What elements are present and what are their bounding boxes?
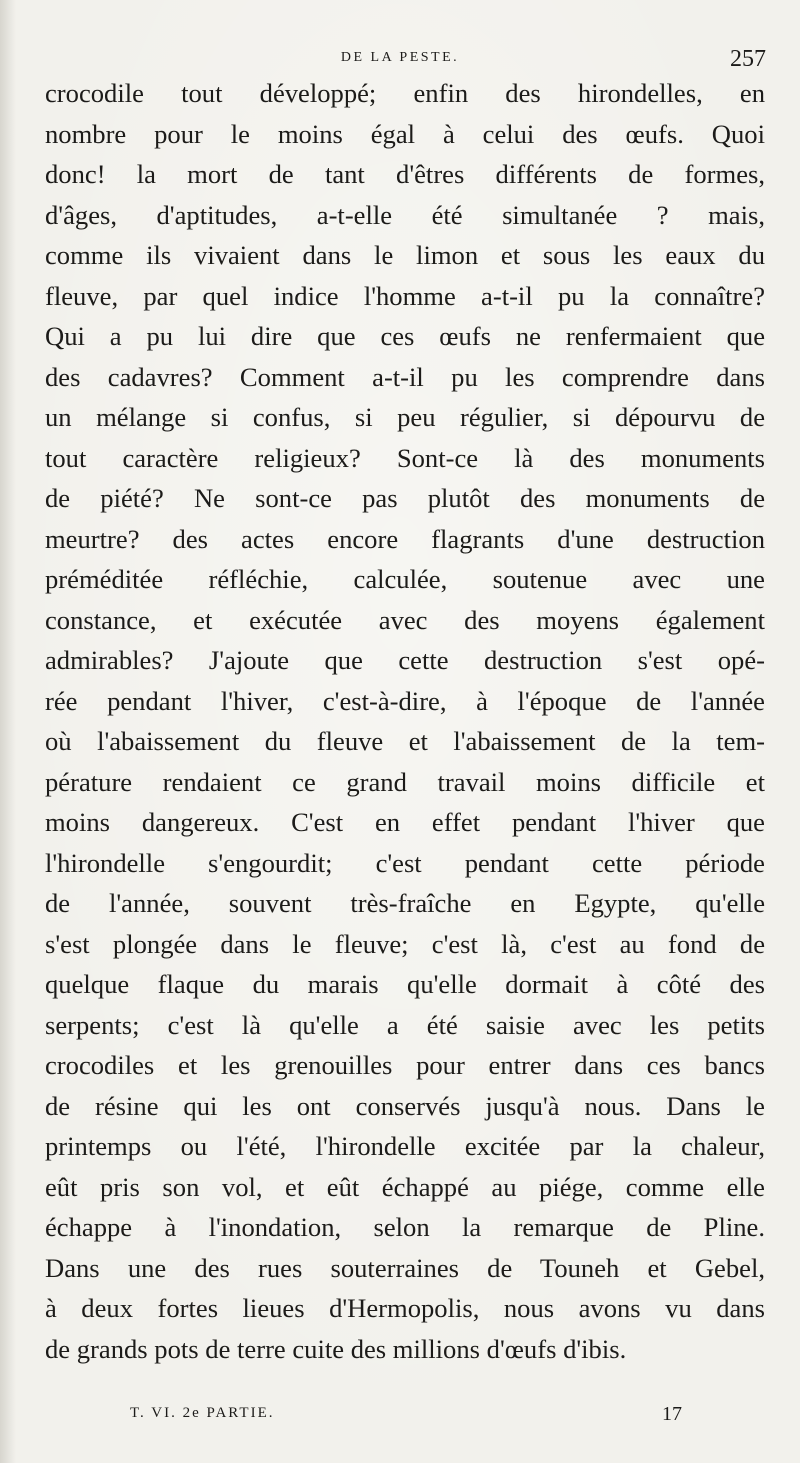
- text-line: de résine qui les ont conservés jusqu'à nous. Dans le: [45, 1090, 765, 1121]
- text-line: admirables? J'ajoute que cette destruction s'est opé-: [45, 645, 765, 675]
- text-line: où l'abaissement du fleuve et l'abaissement de la tem-: [45, 726, 765, 756]
- text-line: préméditée réfléchie, calculée, soutenue avec une: [45, 564, 765, 594]
- text-line: crocodiles et les grenouilles pour entrer dans ces bancs: [45, 1050, 765, 1080]
- text-line: donc! la mort de tant d'êtres différents de formes,: [45, 159, 765, 189]
- body-text: [45, 73, 765, 1369]
- text-line: de grands pots de terre cuite des millions d'œufs d'ibis.: [45, 1333, 627, 1364]
- text-line: nombre pour le moins égal à celui des œufs. Quoi: [45, 118, 765, 149]
- text-line: à deux fortes lieues d'Hermopolis, nous avons vu dans: [45, 1293, 765, 1323]
- text-line: pérature rendaient ce grand travail moins difficile et: [45, 766, 765, 797]
- text-line: moins dangereux. C'est en effet pendant l'hiver que: [45, 807, 765, 837]
- signature-mark: T. VI. 2e PARTIE.: [130, 1405, 275, 1421]
- text-line: fleuve, par quel indice l'homme a-t-il pu la connaître?: [45, 280, 765, 311]
- page-edge-shadow: [0, 0, 16, 1463]
- text-line: quelque flaque du marais qu'elle dormait à côté des: [45, 969, 765, 999]
- text-line: échappe à l'inondation, selon la remarque de Pline.: [45, 1212, 765, 1242]
- page-footer: [0, 1403, 800, 1433]
- text-line: de l'année, souvent très-fraîche en Egypte, qu'elle: [45, 888, 765, 918]
- text-line: comme ils vivaient dans le limon et sous les eaux du: [45, 240, 765, 270]
- page-header: [0, 46, 800, 76]
- text-line: un mélange si confus, si peu régulier, si dépourvu de: [45, 402, 765, 432]
- text-line: l'hirondelle s'engourdit; c'est pendant cette période: [45, 847, 765, 878]
- text-line: printemps ou l'été, l'hirondelle excitée par la chaleur,: [45, 1131, 765, 1161]
- page-number: 257: [730, 46, 766, 72]
- text-line: meurtre? des actes encore flagrants d'une destruction: [45, 523, 765, 554]
- text-line: serpents; c'est là qu'elle a été saisie avec les petits: [45, 1009, 765, 1040]
- text-line: constance, et exécutée avec des moyens également: [45, 604, 765, 635]
- text-line: Dans une des rues souterraines de Touneh et Gebel,: [45, 1252, 765, 1283]
- text-line: Qui a pu lui dire que ces œufs ne renfermaient que: [45, 321, 765, 351]
- running-title: DE LA PESTE.: [340, 50, 460, 65]
- text-line: de piété? Ne sont-ce pas plutôt des monuments de: [45, 483, 765, 513]
- text-line: crocodile tout développé; enfin des hirondelles, en: [45, 78, 765, 108]
- text-line: s'est plongée dans le fleuve; c'est là, c'est au fond de: [45, 928, 765, 959]
- text-line: des cadavres? Comment a-t-il pu les comprendre dans: [45, 361, 765, 392]
- text-line: rée pendant l'hiver, c'est-à-dire, à l'époque de l'année: [45, 685, 765, 716]
- sheet-number: 17: [662, 1403, 682, 1425]
- text-line: eût pris son vol, et eût échappé au piége, comme elle: [45, 1171, 765, 1202]
- text-line: tout caractère religieux? Sont-ce là des monuments: [45, 442, 765, 473]
- text-line: d'âges, d'aptitudes, a-t-elle été simultanée ? mais,: [45, 199, 765, 230]
